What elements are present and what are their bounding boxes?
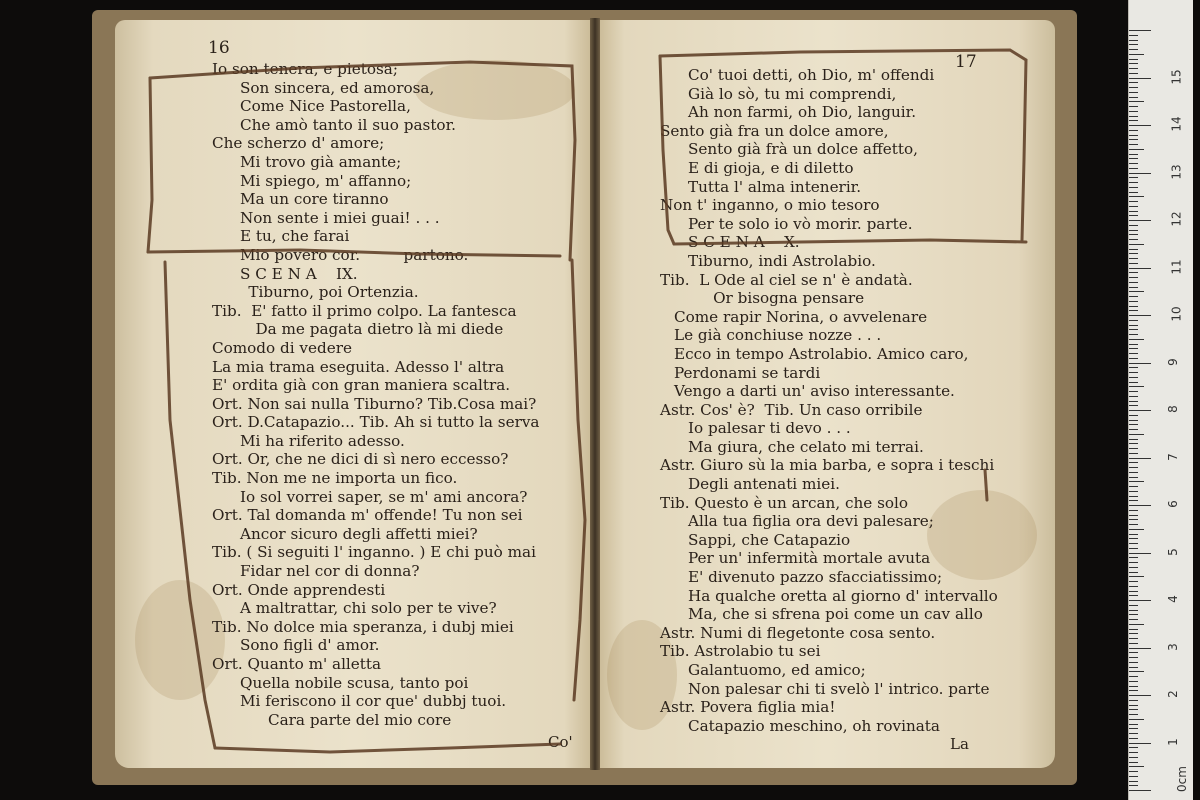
ruler-tick: [1129, 785, 1138, 786]
ruler-number: 14: [1169, 116, 1184, 132]
ruler-tick: [1129, 40, 1138, 41]
ruler-tick: [1129, 424, 1138, 425]
ruler-number: 2: [1165, 690, 1180, 698]
text-line: Degli antenati miei.: [688, 475, 840, 494]
text-line: Comodo di vedere: [212, 338, 352, 357]
ruler-tick: [1129, 87, 1138, 88]
text-line: Alla tua figlia ora devi palesare;: [688, 512, 934, 531]
ruler-tick: [1129, 116, 1138, 117]
text-line: Astr. Cos' è? Tib. Un caso orribile: [660, 400, 923, 419]
text-line: Tib. Non me ne importa un fico.: [212, 469, 458, 488]
ruler-tick: [1129, 534, 1138, 535]
ruler-tick: [1129, 49, 1138, 50]
text-line: Fidar nel cor di donna?: [240, 562, 420, 581]
ruler-tick: [1129, 467, 1138, 468]
ruler-tick: [1129, 781, 1138, 782]
ruler-tick: [1129, 519, 1138, 520]
ruler-tick: [1129, 529, 1144, 530]
ruler-tick: [1129, 239, 1138, 240]
ruler-tick: [1129, 301, 1138, 302]
ruler-tick: [1129, 738, 1138, 739]
page-number-right: 17: [955, 52, 977, 72]
text-line: E' ordita già con gran maniera scaltra.: [212, 376, 511, 395]
ruler-tick: [1129, 372, 1138, 373]
text-line: Perdonami se tardi: [674, 363, 821, 382]
ruler-tick: [1129, 747, 1138, 748]
ruler-tick: [1129, 225, 1138, 226]
ruler-tick: [1129, 177, 1138, 178]
text-line: Come rapir Norina, o avvelenare: [674, 307, 928, 326]
ruler-tick: [1129, 671, 1144, 672]
ruler-number: 9: [1165, 357, 1180, 366]
ruler-tick: [1129, 524, 1138, 525]
text-line: S C E N A X.: [688, 233, 800, 252]
text-line: Tib. L Ode al ciel se n' è andatà.: [660, 270, 913, 289]
ruler-tick: [1129, 220, 1151, 221]
ruler-tick: [1129, 724, 1138, 725]
ruler-tick: [1129, 253, 1138, 254]
ruler-number: 12: [1169, 211, 1184, 227]
ruler-tick: [1129, 277, 1138, 278]
ruler-tick: [1129, 382, 1138, 383]
text-line: Cara parte del mio core: [268, 710, 452, 729]
ruler-tick: [1129, 581, 1138, 582]
ruler-tick: [1129, 344, 1138, 345]
ruler-tick: [1129, 619, 1138, 620]
ruler-tick: [1129, 192, 1138, 193]
ruler-tick: [1129, 287, 1138, 288]
ruler-tick: [1129, 591, 1138, 592]
ruler-tick: [1129, 415, 1138, 416]
ruler-tick: [1129, 396, 1138, 397]
ruler-tick: [1129, 629, 1138, 630]
text-line: Tiburno, poi Ortenzia.: [248, 283, 419, 302]
text-line: Già lo sò, tu mi comprendi,: [688, 84, 897, 103]
ruler-tick: [1129, 125, 1151, 126]
ruler-tick: [1129, 82, 1138, 83]
ruler-number: 8: [1165, 405, 1180, 413]
text-line: Non sente i miei guai! . . .: [240, 208, 440, 227]
ruler-tick: [1129, 268, 1151, 269]
ruler-tick: [1129, 363, 1151, 364]
ruler-tick: [1129, 63, 1138, 64]
ruler-tick: [1129, 35, 1138, 36]
catchword-right: La: [950, 735, 969, 753]
ruler-tick: [1129, 771, 1138, 772]
ruler-tick: [1129, 59, 1138, 60]
catchword-left: Co': [548, 733, 573, 751]
ruler-tick: [1129, 54, 1144, 55]
ruler-tick: [1129, 439, 1138, 440]
ruler-tick: [1129, 149, 1144, 150]
ruler-tick: [1129, 472, 1138, 473]
ruler-tick: [1129, 429, 1138, 430]
text-line: Ort. Quanto m' alletta: [212, 655, 382, 673]
ruler-tick: [1129, 752, 1138, 753]
page-number-left: 16: [208, 38, 230, 58]
text-line: Ma giura, che celato mi terrai.: [688, 437, 924, 456]
ruler-tick: [1129, 477, 1138, 478]
ruler-tick: [1129, 543, 1138, 544]
text-line: Ort. Tal domanda m' offende! Tu non sei: [212, 506, 523, 525]
text-line: Or bisogna pensare: [660, 289, 865, 308]
ruler-number: 6: [1165, 500, 1180, 508]
left-page-text: [212, 60, 540, 729]
ruler-tick: [1129, 377, 1138, 378]
ruler-tick: [1129, 306, 1138, 307]
ruler-tick: [1129, 662, 1138, 663]
ruler-tick: [1129, 453, 1138, 454]
ruler-tick: [1129, 329, 1138, 330]
ruler-tick: [1129, 244, 1144, 245]
ruler-number: 0cm: [1174, 766, 1189, 792]
text-line: E tu, che farai: [240, 227, 350, 246]
measuring-ruler: [1128, 0, 1193, 800]
ruler-tick: [1129, 510, 1138, 511]
ruler-tick: [1129, 272, 1138, 273]
ruler-number: 11: [1169, 258, 1184, 275]
ruler-tick: [1129, 78, 1151, 79]
text-line: Tiburno, indi Astrolabio.: [688, 251, 876, 270]
ruler-tick: [1129, 458, 1151, 459]
ruler-tick: [1129, 576, 1144, 577]
ruler-tick: [1129, 448, 1138, 449]
ruler-number: 4: [1165, 595, 1180, 603]
text-line: Tib. Questo è un arcan, che solo: [660, 493, 909, 512]
text-line: Co' tuoi detti, oh Dio, m' offendi: [688, 66, 935, 84]
ruler-tick: [1129, 638, 1138, 639]
ruler-tick: [1129, 443, 1138, 444]
text-line: Da me pagata dietro là mi diede: [212, 320, 504, 339]
ruler-tick: [1129, 676, 1138, 677]
ruler-tick: [1129, 30, 1151, 31]
ruler-tick: [1129, 505, 1151, 506]
ruler-tick: [1129, 681, 1138, 682]
ruler-tick: [1129, 557, 1138, 558]
ruler-tick: [1129, 215, 1138, 216]
ruler-tick: [1129, 258, 1138, 259]
text-line: Sappi, che Catapazio: [688, 530, 851, 549]
ruler-tick: [1129, 686, 1138, 687]
text-line: Le già conchiuse nozze . . .: [674, 326, 882, 345]
ruler-number: 5: [1165, 547, 1180, 556]
text-line: Ecco in tempo Astrolabio. Amico caro,: [674, 344, 969, 363]
text-line: S C E N A IX.: [240, 264, 358, 283]
ruler-tick: [1129, 486, 1138, 487]
ruler-tick: [1129, 491, 1138, 492]
ruler-tick: [1129, 73, 1138, 74]
ruler-tick: [1129, 97, 1138, 98]
ruler-tick: [1129, 211, 1138, 212]
ruler-tick: [1129, 111, 1138, 112]
ruler-tick: [1129, 206, 1138, 207]
ruler-tick: [1129, 296, 1138, 297]
text-line: Galantuomo, ed amico;: [688, 661, 866, 679]
text-line: Per un' infermità mortale avuta: [688, 549, 931, 568]
ruler-tick: [1129, 614, 1138, 615]
ruler-tick: [1129, 348, 1138, 349]
ruler-tick: [1129, 496, 1138, 497]
text-line: Sento già fra un dolce amore,: [660, 121, 889, 140]
ruler-tick: [1129, 187, 1138, 188]
text-line: Ancor sicuro degli affetti miei?: [240, 524, 478, 543]
ruler-tick: [1129, 154, 1138, 155]
text-line: Tutta l' alma intenerir.: [688, 177, 862, 196]
ruler-tick: [1129, 690, 1138, 691]
text-line: Ort. Or, che ne dici di sì nero eccesso?: [212, 450, 509, 469]
ruler-tick: [1129, 353, 1138, 354]
text-line: Astr. Giuro sù la mia barba, e sopra i teschi: [660, 456, 995, 475]
text-line: Io sol vorrei saper, se m' ami ancora?: [240, 487, 528, 506]
text-line: Ort. Non sai nulla Tiburno? Tib.Cosa mai?: [212, 394, 537, 413]
ruler-tick: [1129, 106, 1138, 107]
text-line: Per te solo io vò morir. parte.: [688, 214, 913, 233]
ruler-tick: [1129, 173, 1151, 174]
ruler-tick: [1129, 553, 1151, 554]
text-line: Quella nobile scusa, tanto poi: [240, 673, 469, 692]
text-line: Mi trovo già amante;: [240, 152, 402, 171]
ruler-tick: [1129, 481, 1144, 482]
text-line: Tib. ( Si seguiti l' inganno. ) E chi può mai: [212, 543, 536, 562]
ruler-number: 7: [1165, 452, 1180, 461]
ruler-tick: [1129, 158, 1138, 159]
ruler-tick: [1129, 652, 1138, 653]
ruler-tick: [1129, 548, 1138, 549]
ruler-tick: [1129, 201, 1138, 202]
ruler-tick: [1129, 586, 1138, 587]
ruler-tick: [1129, 719, 1144, 720]
ruler-tick: [1129, 234, 1138, 235]
ruler-tick: [1129, 196, 1144, 197]
text-line: Mio povero cor. partono.: [240, 245, 469, 264]
text-line: Ma un core tiranno: [240, 190, 389, 209]
ruler-tick: [1129, 790, 1151, 791]
ruler-tick: [1129, 410, 1151, 411]
ruler-tick: [1129, 230, 1138, 231]
ruler-tick: [1129, 595, 1138, 596]
ruler-number: 13: [1169, 163, 1184, 180]
text-line: Astr. Numi di flegetonte cosa sento.: [660, 623, 936, 642]
ruler-tick: [1129, 163, 1138, 164]
ruler-number: 15: [1169, 68, 1184, 85]
text-line: Che amò tanto il suo pastor.: [240, 115, 456, 134]
text-line: Io son tenera, e pietosa;: [212, 60, 398, 78]
ruler-tick: [1129, 567, 1138, 568]
ruler-tick: [1129, 320, 1138, 321]
text-line: Son sincera, ed amorosa,: [240, 78, 435, 97]
ruler-tick: [1129, 144, 1138, 145]
text-line: Come Nice Pastorella,: [240, 97, 411, 116]
text-line: Sono figli d' amor.: [240, 636, 380, 655]
ruler-tick: [1129, 130, 1138, 131]
text-line: Mi feriscono il cor que' dubbj tuoi.: [240, 692, 507, 711]
text-line: Non t' inganno, o mio tesoro: [660, 196, 880, 215]
text-line: Ma, che si sfrena poi come un cav allo: [688, 605, 983, 624]
ruler-tick: [1129, 462, 1138, 463]
ruler-tick: [1129, 610, 1138, 611]
ruler-tick: [1129, 733, 1138, 734]
text-line: Mi ha riferito adesso.: [240, 431, 405, 450]
ruler-tick: [1129, 434, 1144, 435]
ruler-tick: [1129, 101, 1144, 102]
text-line: A maltrattar, chi solo per te vive?: [240, 599, 497, 618]
ruler-tick: [1129, 391, 1138, 392]
ruler-tick: [1129, 624, 1144, 625]
text-line: La mia trama eseguita. Adesso l' altra: [212, 357, 505, 376]
ruler-tick: [1129, 68, 1138, 69]
text-line: Ah non farmi, oh Dio, languir.: [688, 103, 917, 122]
ruler-tick: [1129, 572, 1138, 573]
ruler-tick: [1129, 401, 1138, 402]
ruler-tick: [1129, 538, 1138, 539]
text-line: E' divenuto pazzo sfacciatissimo;: [688, 568, 943, 587]
ruler-tick: [1129, 92, 1138, 93]
ruler-tick: [1129, 44, 1138, 45]
ruler-tick: [1129, 695, 1151, 696]
ruler-tick: [1129, 633, 1138, 634]
ruler-tick: [1129, 700, 1138, 701]
ruler-tick: [1129, 605, 1138, 606]
ruler-tick: [1129, 743, 1151, 744]
ruler-tick: [1129, 135, 1138, 136]
text-line: Ha qualche oretta al giorno d' intervallo: [688, 586, 998, 605]
ruler-tick: [1129, 249, 1138, 250]
ruler-tick: [1129, 709, 1138, 710]
ruler-tick: [1129, 657, 1138, 658]
ruler-tick: [1129, 762, 1138, 763]
text-line: Non palesar chi ti svelò l' intrico. parte: [688, 679, 990, 698]
ruler-tick: [1129, 120, 1138, 121]
text-line: Catapazio meschino, oh rovinata: [688, 716, 940, 735]
ruler-tick: [1129, 420, 1138, 421]
ruler-number: 10: [1169, 306, 1184, 322]
text-line: Tib. E' fatto il primo colpo. La fantesca: [212, 301, 517, 320]
ruler-tick: [1129, 315, 1151, 316]
ruler-tick: [1129, 367, 1138, 368]
text-line: Tib. No dolce mia speranza, i dubj miei: [212, 617, 514, 636]
text-line: Vengo a darti un' aviso interessante.: [674, 382, 955, 401]
ruler-tick: [1129, 291, 1144, 292]
ruler-tick: [1129, 562, 1138, 563]
text-line: Ort. D.Catapazio... Tib. Ah si tutto la serva: [212, 413, 540, 432]
ruler-number: 3: [1165, 642, 1180, 651]
ruler-tick: [1129, 515, 1138, 516]
ruler-tick: [1129, 648, 1151, 649]
ruler-tick: [1129, 168, 1138, 169]
ruler-tick: [1129, 334, 1138, 335]
ruler-tick: [1129, 339, 1144, 340]
ruler-tick: [1129, 405, 1138, 406]
text-line: Io palesar ti devo . . .: [688, 419, 851, 438]
ruler-tick: [1129, 776, 1138, 777]
ruler-tick: [1129, 358, 1138, 359]
text-line: Tib. Astrolabio tu sei: [660, 642, 821, 661]
ruler-tick: [1129, 500, 1138, 501]
ruler-number: 1: [1165, 737, 1180, 746]
ruler-tick: [1129, 766, 1144, 767]
ruler-tick: [1129, 386, 1144, 387]
text-line: E di gioja, e di diletto: [688, 158, 854, 177]
book-gutter: [590, 18, 600, 770]
ruler-tick: [1129, 643, 1138, 644]
text-line: Sento già frà un dolce affetto,: [688, 140, 918, 159]
text-line: Ort. Onde apprendesti: [212, 580, 386, 599]
ruler-tick: [1129, 310, 1138, 311]
text-line: Mi spiego, m' affanno;: [240, 171, 412, 190]
ruler-tick: [1129, 282, 1138, 283]
ruler-tick: [1129, 757, 1138, 758]
ruler-tick: [1129, 139, 1138, 140]
ruler-tick: [1129, 667, 1138, 668]
ruler-tick: [1129, 263, 1138, 264]
ruler-tick: [1129, 714, 1138, 715]
right-page-text: [660, 66, 998, 735]
ruler-tick: [1129, 600, 1151, 601]
ruler-tick: [1129, 728, 1138, 729]
text-line: Che scherzo d' amore;: [212, 134, 385, 153]
ruler-tick: [1129, 705, 1138, 706]
ruler-tick: [1129, 182, 1138, 183]
ruler-tick: [1129, 325, 1138, 326]
text-line: Astr. Povera figlia mia!: [660, 698, 836, 717]
